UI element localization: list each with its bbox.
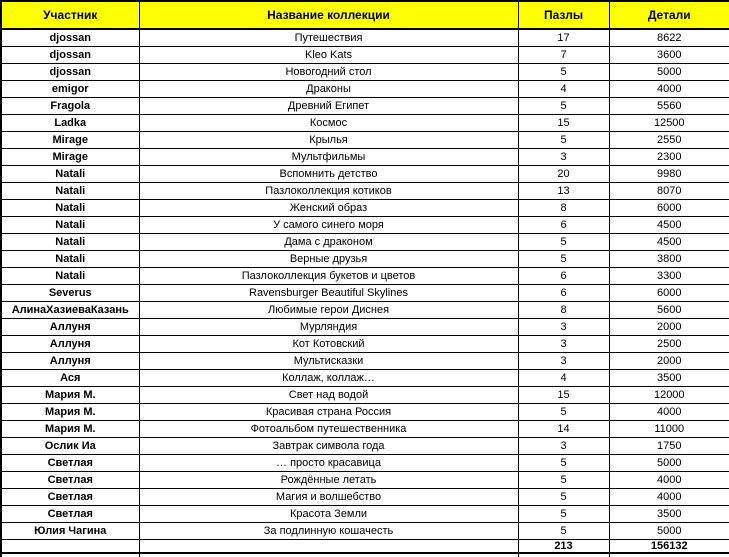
details-cell: 4000: [609, 81, 729, 98]
puzzles-cell: 5: [518, 64, 609, 81]
collection-cell: Свет над водой: [139, 387, 518, 404]
table-row: [1, 64, 729, 81]
participant-cell: Аллуня: [1, 336, 139, 353]
details-cell: 3500: [609, 506, 729, 523]
participant-cell: Natali: [1, 217, 139, 234]
participant-cell: Ослик Иа: [1, 438, 139, 455]
table-row: [1, 200, 729, 217]
collection-cell: Завтрак символа года: [139, 438, 518, 455]
collection-cell: Ravensburger Beautiful Skylines: [139, 285, 518, 302]
table-row: [1, 489, 729, 506]
table-row: [1, 370, 729, 387]
puzzles-cell: 5: [518, 234, 609, 251]
participant-cell: Natali: [1, 166, 139, 183]
puzzles-cell: 3: [518, 336, 609, 353]
details-cell: 5600: [609, 302, 729, 319]
collection-cell: Пазлоколлекция котиков: [139, 183, 518, 200]
table-row: [1, 506, 729, 523]
table-row: [1, 319, 729, 336]
table-row: [1, 336, 729, 353]
puzzles-cell: 5: [518, 404, 609, 421]
puzzles-cell: 17: [518, 29, 609, 47]
participant-cell: Мария М.: [1, 421, 139, 438]
puzzles-cell: 5: [518, 98, 609, 115]
table-row: [1, 268, 729, 285]
table-row: [1, 455, 729, 472]
table-row: [1, 81, 729, 98]
puzzles-cell: 20: [518, 166, 609, 183]
puzzles-cell: 3: [518, 438, 609, 455]
participant-cell: Natali: [1, 268, 139, 285]
puzzles-cell: 15: [518, 115, 609, 132]
table-row: [1, 166, 729, 183]
details-cell: 3500: [609, 370, 729, 387]
table-row: [1, 98, 729, 115]
participant-cell: Мария М.: [1, 404, 139, 421]
collection-cell: Пазлоколлекция букетов и цветов: [139, 268, 518, 285]
participant-cell: djossan: [1, 64, 139, 81]
participant-cell: Ася: [1, 370, 139, 387]
header-details: Детали: [609, 1, 729, 29]
details-cell: 2500: [609, 336, 729, 353]
collection-cell: Мурляндия: [139, 319, 518, 336]
details-cell: 3800: [609, 251, 729, 268]
table-row: [1, 387, 729, 404]
puzzles-cell: 3: [518, 149, 609, 166]
puzzles-cell: 5: [518, 472, 609, 489]
totals-details-cell: 156132: [609, 540, 729, 554]
details-cell: 1750: [609, 438, 729, 455]
participant-cell: Mirage: [1, 132, 139, 149]
collection-cell: Красота Земли: [139, 506, 518, 523]
collection-cell: Мультисказки: [139, 353, 518, 370]
participant-cell: Юлия Чагина: [1, 523, 139, 540]
details-cell: 12500: [609, 115, 729, 132]
puzzles-cell: 3: [518, 319, 609, 336]
collection-cell: … просто красавица: [139, 455, 518, 472]
table-row: [1, 132, 729, 149]
participant-cell: Natali: [1, 200, 139, 217]
header-row: [1, 1, 729, 29]
table-row: [1, 285, 729, 302]
collection-cell: Древний Египет: [139, 98, 518, 115]
table-row: [1, 404, 729, 421]
table-row: [1, 251, 729, 268]
participant-cell: Мария М.: [1, 387, 139, 404]
details-cell: 9980: [609, 166, 729, 183]
table-row: [1, 234, 729, 251]
collection-cell: У самого синего моря: [139, 217, 518, 234]
details-cell: 2000: [609, 319, 729, 336]
collection-cell: Крылья: [139, 132, 518, 149]
table-row: [1, 353, 729, 370]
participant-cell: djossan: [1, 29, 139, 47]
puzzles-cell: 6: [518, 217, 609, 234]
puzzles-cell: 8: [518, 200, 609, 217]
collection-cell: Кот Котовский: [139, 336, 518, 353]
table-body: [1, 29, 729, 540]
totals-puzzles-cell: 213: [518, 540, 609, 554]
empty-cell: [139, 553, 518, 557]
participant-cell: Аллуня: [1, 319, 139, 336]
participant-cell: Fragola: [1, 98, 139, 115]
puzzles-cell: 5: [518, 489, 609, 506]
details-cell: 11000: [609, 421, 729, 438]
collection-cell: Коллаж, коллаж…: [139, 370, 518, 387]
participant-cell: Severus: [1, 285, 139, 302]
puzzles-cell: 5: [518, 506, 609, 523]
puzzles-cell: 8: [518, 302, 609, 319]
header-puzzles: Пазлы: [518, 1, 609, 29]
participant-cell: Natali: [1, 251, 139, 268]
participant-cell: Светлая: [1, 489, 139, 506]
puzzles-cell: 13: [518, 183, 609, 200]
details-cell: 3600: [609, 47, 729, 64]
details-cell: 4500: [609, 234, 729, 251]
puzzles-cell: 15: [518, 387, 609, 404]
collection-cell: Новогодний стол: [139, 64, 518, 81]
details-cell: 8622: [609, 29, 729, 47]
collection-cell: Вспомнить детство: [139, 166, 518, 183]
puzzles-cell: 4: [518, 370, 609, 387]
details-cell: 5560: [609, 98, 729, 115]
participant-cell: Mirage: [1, 149, 139, 166]
collection-cell: Драконы: [139, 81, 518, 98]
header-participant: Участник: [1, 1, 139, 29]
participant-cell: Светлая: [1, 506, 139, 523]
puzzles-cell: 6: [518, 285, 609, 302]
totals-collection-cell: [139, 540, 518, 554]
empty-cell: [518, 553, 609, 557]
details-cell: 4000: [609, 489, 729, 506]
participant-cell: Ladka: [1, 115, 139, 132]
puzzles-cell: 7: [518, 47, 609, 64]
details-cell: 4000: [609, 472, 729, 489]
partial-empty-row: [1, 553, 729, 557]
details-cell: 2000: [609, 353, 729, 370]
table-row: [1, 302, 729, 319]
collection-cell: Магия и волшебство: [139, 489, 518, 506]
table-row: [1, 47, 729, 64]
header-collection: Название коллекции: [139, 1, 518, 29]
collection-cell: Космос: [139, 115, 518, 132]
collection-cell: Рождённые летать: [139, 472, 518, 489]
collection-cell: Любимые герои Диснея: [139, 302, 518, 319]
puzzles-cell: 6: [518, 268, 609, 285]
details-cell: 4000: [609, 404, 729, 421]
table-row: [1, 217, 729, 234]
participant-cell: Natali: [1, 183, 139, 200]
table-row: [1, 438, 729, 455]
participant-cell: Natali: [1, 234, 139, 251]
totals-participant-cell: [1, 540, 139, 554]
puzzles-cell: 14: [518, 421, 609, 438]
details-cell: 8070: [609, 183, 729, 200]
collection-cell: Верные друзья: [139, 251, 518, 268]
details-cell: 12000: [609, 387, 729, 404]
puzzles-cell: 5: [518, 455, 609, 472]
details-cell: 5000: [609, 455, 729, 472]
table-row: [1, 149, 729, 166]
collection-cell: Дама с драконом: [139, 234, 518, 251]
puzzles-cell: 3: [518, 353, 609, 370]
puzzles-cell: 4: [518, 81, 609, 98]
empty-cell: [609, 553, 729, 557]
collection-cell: За подлинную кошачесть: [139, 523, 518, 540]
puzzles-cell: 5: [518, 132, 609, 149]
participant-cell: Аллуня: [1, 353, 139, 370]
details-cell: 4500: [609, 217, 729, 234]
details-cell: 2300: [609, 149, 729, 166]
empty-cell: [1, 553, 139, 557]
puzzles-cell: 5: [518, 251, 609, 268]
details-cell: 6000: [609, 200, 729, 217]
table-row: [1, 523, 729, 540]
table-row: [1, 115, 729, 132]
collection-cell: Женский образ: [139, 200, 518, 217]
details-cell: 2550: [609, 132, 729, 149]
collection-cell: Kleo Kats: [139, 47, 518, 64]
collection-cell: Мультфильмы: [139, 149, 518, 166]
collection-cell: Фотоальбом путешественника: [139, 421, 518, 438]
details-cell: 3300: [609, 268, 729, 285]
details-cell: 5000: [609, 64, 729, 81]
details-cell: 5000: [609, 523, 729, 540]
table-row: [1, 421, 729, 438]
table-row: [1, 29, 729, 47]
details-cell: 6000: [609, 285, 729, 302]
participant-cell: emigor: [1, 81, 139, 98]
table-row: [1, 472, 729, 489]
puzzles-cell: 5: [518, 523, 609, 540]
table-row: [1, 183, 729, 200]
participant-cell: djossan: [1, 47, 139, 64]
collection-cell: Путешествия: [139, 29, 518, 47]
collection-cell: Красивая страна Россия: [139, 404, 518, 421]
participant-cell: Светлая: [1, 455, 139, 472]
totals-row: [1, 540, 729, 554]
participant-cell: АлинаХазиеваКазань: [1, 302, 139, 319]
participant-cell: Светлая: [1, 472, 139, 489]
